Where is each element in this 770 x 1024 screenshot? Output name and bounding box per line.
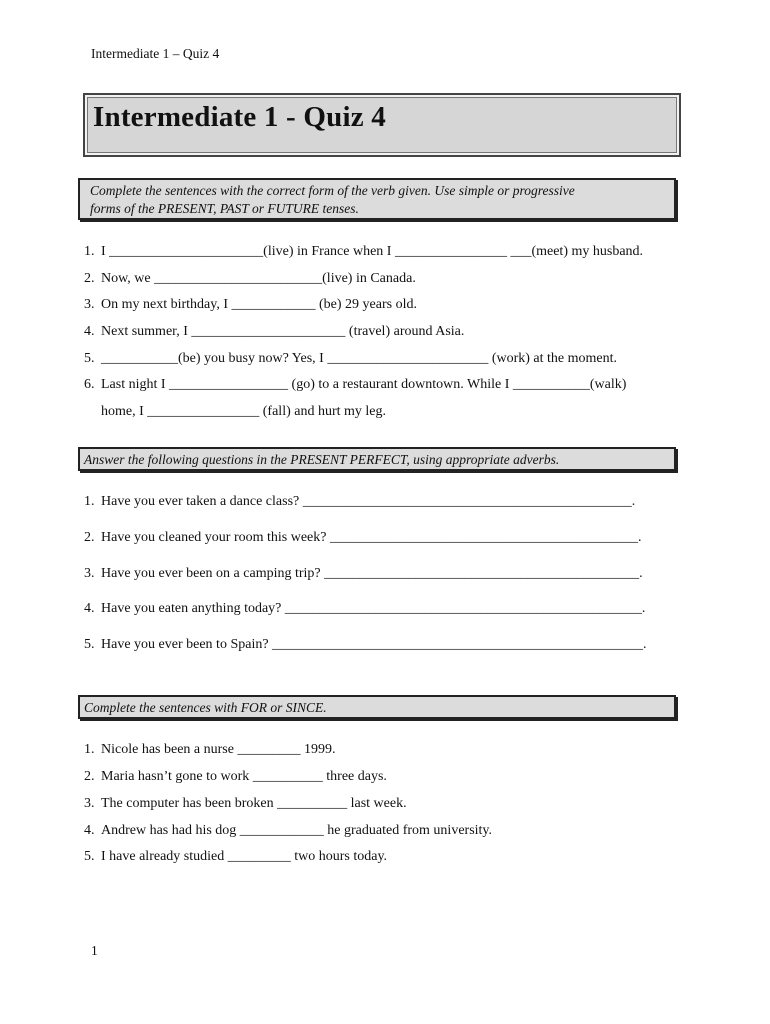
section1-item bbox=[84, 351, 617, 367]
item-number: 1. bbox=[84, 494, 95, 509]
page-title: Intermediate 1 - Quiz 4 bbox=[93, 101, 386, 133]
section2-item bbox=[84, 566, 643, 582]
item-text: Have you cleaned your room this week? ____________________________________________. bbox=[101, 530, 642, 545]
running-header: Intermediate 1 – Quiz 4 bbox=[91, 46, 220, 61]
section3-item bbox=[84, 823, 492, 839]
section3-item bbox=[84, 849, 387, 865]
item-number: 5. bbox=[84, 849, 95, 864]
title-box bbox=[83, 93, 681, 157]
section2-item bbox=[84, 530, 641, 546]
item-number: 2. bbox=[84, 271, 95, 286]
section3-instruction: Complete the sentences with FOR or SINCE. bbox=[78, 695, 676, 719]
item-text: Maria hasn’t gone to work __________ three days. bbox=[101, 769, 387, 784]
item-text: On my next birthday, I ____________ (be) 29 years old. bbox=[101, 297, 417, 312]
section1-item bbox=[84, 377, 626, 393]
item-number: 1. bbox=[84, 244, 95, 259]
item-number: 2. bbox=[84, 530, 95, 545]
item-text: Nicole has been a nurse _________ 1999. bbox=[101, 742, 336, 757]
item-number: 3. bbox=[84, 796, 95, 811]
item-text: Have you ever been to Spain? _____________________________________________________. bbox=[101, 637, 647, 652]
section1-instruction bbox=[78, 178, 676, 220]
item-number: 4. bbox=[84, 823, 95, 838]
section1-item bbox=[84, 244, 643, 260]
item-number: 5. bbox=[84, 637, 95, 652]
item-text: ___________(be) you busy now? Yes, I _______________________ (work) at the moment. bbox=[101, 351, 618, 366]
item-text: Now, we ________________________(live) in Canada. bbox=[101, 271, 416, 286]
item-number: 3. bbox=[84, 297, 95, 312]
section2-instruction: Answer the following questions in the PRESENT PERFECT, using appropriate adverbs. bbox=[78, 447, 676, 471]
item-number: 4. bbox=[84, 324, 95, 339]
item-text: I ______________________(live) in France when I ________________ ___(meet) my husband. bbox=[101, 244, 644, 259]
item-number: 1. bbox=[84, 742, 95, 757]
item-text: I have already studied _________ two hours today. bbox=[101, 849, 388, 864]
section3-item bbox=[84, 742, 335, 758]
page-number: 1 bbox=[91, 943, 98, 958]
section3-item bbox=[84, 796, 407, 812]
section1-instruction-line2: forms of the PRESENT, PAST or FUTURE tenses. bbox=[90, 201, 359, 216]
item-number: 3. bbox=[84, 566, 95, 581]
section1-item6-continuation: home, I ________________ (fall) and hurt my leg. bbox=[101, 404, 387, 419]
item-number: 6. bbox=[84, 377, 95, 392]
item-number: 4. bbox=[84, 601, 95, 616]
item-number: 5. bbox=[84, 351, 95, 366]
section2-item bbox=[84, 601, 645, 617]
section1-instruction-line1: Complete the sentences with the correct form of the verb given. Use simple or progressive bbox=[90, 183, 575, 198]
section3-item bbox=[84, 769, 387, 785]
item-number: 2. bbox=[84, 769, 95, 784]
item-text: Have you ever been on a camping trip? _____________________________________________. bbox=[101, 566, 643, 581]
section1-item bbox=[84, 271, 416, 287]
item-text: Have you eaten anything today? ___________________________________________________. bbox=[101, 601, 646, 616]
section1-item bbox=[84, 297, 417, 313]
section1-item bbox=[84, 324, 464, 340]
item-text: The computer has been broken __________ last week. bbox=[101, 796, 407, 811]
item-text: Andrew has had his dog ____________ he graduated from university. bbox=[101, 823, 493, 838]
item-text: Last night I _________________ (go) to a restaurant downtown. While I ___________(walk) bbox=[101, 377, 627, 392]
section2-item bbox=[84, 637, 647, 653]
item-text: Next summer, I ______________________ (travel) around Asia. bbox=[101, 324, 465, 339]
item-text: Have you ever taken a dance class? _______________________________________________. bbox=[101, 494, 636, 509]
section2-item bbox=[84, 494, 635, 510]
